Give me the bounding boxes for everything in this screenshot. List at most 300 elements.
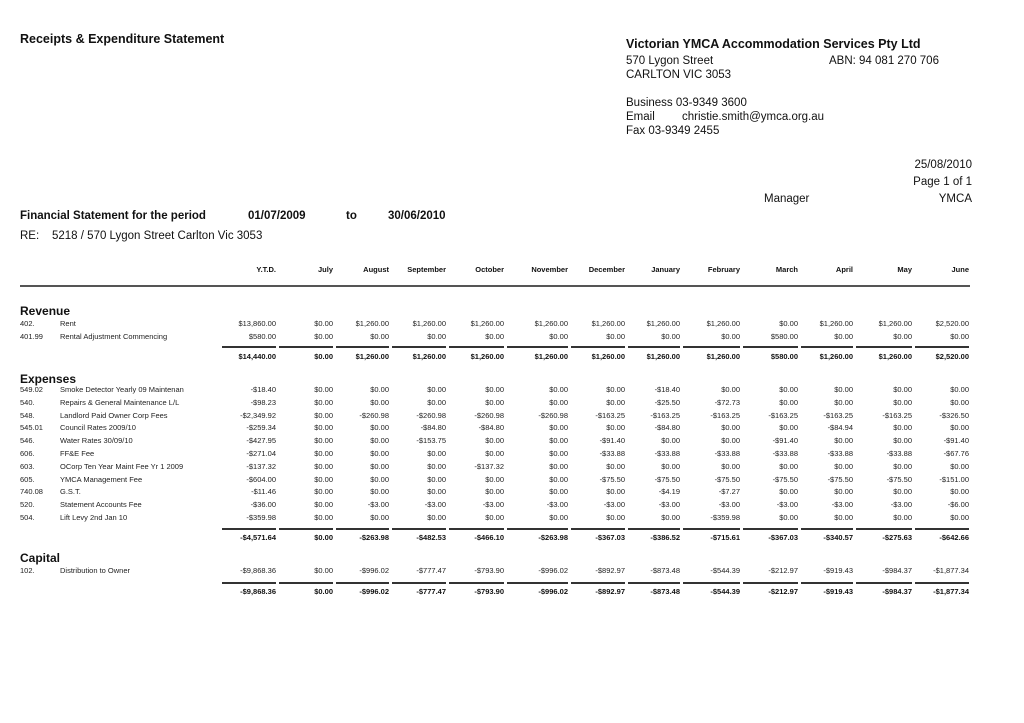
expenses-cell-september: -$3.00 [424,500,446,510]
expenses-cell-december: $0.00 [606,423,625,433]
expenses-total-september: -$482.53 [416,533,446,542]
expenses-cell-december: -$3.00 [603,500,625,510]
expenses-cell-november: $0.00 [549,423,568,433]
revenue-cell-july: $0.00 [314,331,333,341]
expenses-cell-april: $0.00 [834,436,853,446]
revenue-cell-february: $0.00 [721,331,740,341]
capital-row-code: 102. [20,566,35,575]
expenses-row-code: 545.01 [20,423,43,433]
expenses-cell-august: -$260.98 [359,410,389,420]
revenue-total-september: $1,260.00 [412,352,446,361]
column-header-ytd: Y.T.D. [256,265,276,274]
expenses-row-code: 548. [20,410,35,420]
expenses-row-description: Landlord Paid Owner Corp Fees [60,410,168,420]
revenue-total-january: $1,260.00 [646,352,680,361]
expenses-cell-november: $0.00 [549,487,568,497]
capital-total-rule-november [507,582,568,584]
revenue-cell-ytd: $13,860.00 [238,319,276,328]
expenses-cell-may: $0.00 [893,423,912,433]
revenue-cell-january: $1,260.00 [646,319,680,328]
expenses-cell-august: $0.00 [370,385,389,394]
revenue-cell-december: $0.00 [606,331,625,341]
expenses-cell-ytd: -$2,349.92 [240,410,276,420]
expenses-cell-december: $0.00 [606,461,625,471]
expenses-cell-august: $0.00 [370,436,389,446]
expenses-row-description: Lift Levy 2nd Jan 10 [60,513,128,522]
expenses-cell-august: $0.00 [370,449,389,458]
capital-section-title: Capital [20,551,61,565]
revenue-section-title: Revenue [20,304,71,318]
revenue-cell-january: $0.00 [661,331,680,341]
revenue-cell-june: $0.00 [950,331,969,341]
expenses-cell-september: $0.00 [427,474,446,484]
revenue-total-february: $1,260.00 [706,352,740,361]
expenses-cell-september: $0.00 [427,397,446,407]
expenses-cell-june: -$6.00 [947,500,969,510]
expenses-section-title: Expenses [20,372,77,386]
revenue-total-rule-january [628,346,680,348]
expenses-total-january: -$386.52 [650,533,680,542]
capital-total-rule-march [743,582,798,584]
expenses-row-code: 549.02 [20,385,43,394]
company-street: 570 Lygon Street [626,55,714,67]
expenses-total-rule-march [743,528,798,530]
expenses-cell-may: $0.00 [893,436,912,446]
expenses-total-april: -$340.57 [823,533,853,542]
expenses-cell-september: $0.00 [427,513,446,522]
expenses-total-july: $0.00 [314,533,333,542]
column-header-november: November [531,265,568,274]
expenses-cell-january: $0.00 [661,436,680,446]
expenses-cell-october: -$84.80 [478,423,504,433]
expenses-cell-november: $0.00 [549,385,568,394]
expenses-row-code: 603. [20,461,35,471]
expenses-cell-november: $0.00 [549,461,568,471]
expenses-cell-april: $0.00 [834,397,853,407]
capital-cell-september: -$777.47 [416,566,446,575]
expenses-cell-september: -$153.75 [416,436,446,446]
expenses-cell-march: -$75.50 [772,474,798,484]
expenses-row-code: 606. [20,449,35,458]
expenses-total-rule-november [507,528,568,530]
expenses-cell-april: $0.00 [834,487,853,497]
expenses-cell-february: $0.00 [721,461,740,471]
expenses-cell-may: $0.00 [893,397,912,407]
column-header-january: January [651,265,680,274]
expenses-total-rule-september [392,528,446,530]
expenses-row-description: Water Rates 30/09/10 [60,436,133,446]
expenses-cell-september: $0.00 [427,385,446,394]
expenses-cell-ytd: -$271.04 [246,449,276,458]
revenue-total-rule-august [336,346,389,348]
expenses-total-rule-june [915,528,969,530]
expenses-total-rule-february [683,528,740,530]
revenue-total-march: $580.00 [770,352,798,361]
expenses-cell-july: $0.00 [314,487,333,497]
expenses-cell-november: -$3.00 [546,500,568,510]
revenue-row-description: Rent [60,319,76,328]
column-header-august: August [363,265,389,274]
capital-cell-december: -$892.97 [595,566,625,575]
expenses-cell-february: -$75.50 [714,474,740,484]
revenue-total-april: $1,260.00 [819,352,853,361]
expenses-total-rule-august [336,528,389,530]
expenses-cell-november: $0.00 [549,397,568,407]
capital-total-june: -$1,877.34 [933,587,969,596]
revenue-total-rule-september [392,346,446,348]
revenue-cell-november: $1,260.00 [534,319,568,328]
expenses-cell-ytd: -$11.46 [251,487,276,497]
capital-total-august: -$996.02 [359,587,389,596]
expenses-cell-ytd: -$604.00 [246,474,276,484]
expenses-total-rule-july [279,528,333,530]
expenses-cell-august: -$3.00 [367,500,389,510]
expenses-cell-september: $0.00 [427,487,446,497]
expenses-cell-january: -$3.00 [658,500,680,510]
expenses-cell-january: -$84.80 [654,423,680,433]
expenses-cell-march: $0.00 [779,513,798,522]
expenses-cell-june: $0.00 [950,385,969,394]
expenses-cell-october: $0.00 [485,449,504,458]
expenses-total-may: -$275.63 [882,533,912,542]
expenses-cell-july: $0.00 [314,397,333,407]
expenses-total-rule-april [801,528,853,530]
expenses-cell-september: $0.00 [427,461,446,471]
expenses-total-march: -$367.03 [768,533,798,542]
page-number: Page 1 of 1 [913,176,972,188]
expenses-cell-december: -$75.50 [599,474,625,484]
revenue-cell-august: $0.00 [370,331,389,341]
expenses-cell-june: -$67.76 [943,449,969,458]
expenses-cell-february: -$3.00 [718,500,740,510]
expenses-cell-december: $0.00 [606,487,625,497]
revenue-total-december: $1,260.00 [591,352,625,361]
expenses-cell-march: -$33.88 [772,449,798,458]
capital-total-rule-august [336,582,389,584]
expenses-cell-may: $0.00 [893,487,912,497]
expenses-cell-ytd: -$259.34 [246,423,276,433]
expenses-total-november: -$263.98 [538,533,568,542]
expenses-cell-july: $0.00 [314,436,333,446]
revenue-total-may: $1,260.00 [878,352,912,361]
expenses-cell-july: $0.00 [314,461,333,471]
expenses-cell-september: -$84.80 [420,423,446,433]
revenue-cell-december: $1,260.00 [591,319,625,328]
capital-row-description: Distribution to Owner [60,566,131,575]
expenses-cell-march: -$3.00 [776,500,798,510]
company-fax: Fax 03-9349 2455 [626,125,720,137]
expenses-row-code: 540. [20,397,35,407]
expenses-cell-march: $0.00 [779,461,798,471]
expenses-cell-june: -$151.00 [939,474,969,484]
period-to-label: to [346,210,357,222]
capital-total-may: -$984.37 [882,587,912,596]
expenses-cell-november: $0.00 [549,474,568,484]
capital-total-rule-july [279,582,333,584]
revenue-cell-october: $0.00 [485,331,504,341]
column-header-october: October [475,265,504,274]
expenses-row-description: Repairs & General Maintenance L/L [60,397,180,407]
revenue-total-rule-may [856,346,912,348]
column-header-june: June [951,265,969,274]
revenue-total-rule-december [571,346,625,348]
capital-total-rule-february [683,582,740,584]
capital-total-rule-january [628,582,680,584]
expenses-cell-may: $0.00 [893,461,912,471]
revenue-total-august: $1,260.00 [355,352,389,361]
expenses-cell-july: $0.00 [314,474,333,484]
manager-value: YMCA [938,193,972,205]
capital-total-rule-september [392,582,446,584]
company-email: christie.smith@ymca.org.au [682,111,825,123]
expenses-cell-august: $0.00 [370,423,389,433]
capital-total-february: -$544.39 [710,587,740,596]
expenses-cell-july: $0.00 [314,423,333,433]
expenses-total-february: -$715.61 [710,533,740,542]
capital-cell-october: -$793.90 [474,566,504,575]
expenses-cell-march: $0.00 [779,397,798,407]
expenses-row-description: OCorp Ten Year Maint Fee Yr 1 2009 [60,461,184,471]
revenue-total-rule-october [449,346,504,348]
capital-total-ytd: -$9,868.36 [240,587,276,596]
expenses-cell-may: $0.00 [893,513,912,522]
expenses-cell-january: -$75.50 [654,474,680,484]
capital-cell-january: -$873.48 [650,566,680,575]
expenses-total-rule-october [449,528,504,530]
expenses-cell-july: $0.00 [314,449,333,458]
expenses-row-description: Statement Accounts Fee [60,500,142,510]
revenue-total-ytd: $14,440.00 [238,352,276,361]
revenue-cell-september: $1,260.00 [412,319,446,328]
revenue-row-description: Rental Adjustment Commencing [60,331,168,341]
capital-cell-may: -$984.37 [882,566,912,575]
capital-total-rule-may [856,582,912,584]
expenses-cell-may: -$33.88 [886,449,912,458]
company-city: CARLTON VIC 3053 [626,69,732,81]
manager-label: Manager [764,193,810,205]
expenses-cell-april: -$163.25 [823,410,853,420]
expenses-cell-november: $0.00 [549,513,568,522]
expenses-row-code: 504. [20,513,35,522]
capital-total-rule-december [571,582,625,584]
capital-cell-ytd: -$9,868.36 [240,566,276,575]
expenses-total-rule-ytd [222,528,276,530]
expenses-cell-september: -$260.98 [416,410,446,420]
expenses-cell-october: $0.00 [485,436,504,446]
capital-cell-april: -$919.43 [823,566,853,575]
expenses-cell-march: -$91.40 [772,436,798,446]
revenue-total-rule-february [683,346,740,348]
expenses-row-description: G.S.T. [60,487,81,497]
column-header-july: July [317,265,333,274]
expenses-cell-january: $0.00 [661,461,680,471]
revenue-cell-march: $580.00 [770,331,798,341]
expenses-cell-february: -$33.88 [714,449,740,458]
revenue-cell-september: $0.00 [427,331,446,341]
revenue-cell-july: $0.00 [314,319,333,328]
expenses-cell-january: -$33.88 [654,449,680,458]
capital-total-december: -$892.97 [595,587,625,596]
revenue-cell-october: $1,260.00 [470,319,504,328]
expenses-cell-april: -$75.50 [827,474,853,484]
capital-total-march: -$212.97 [768,587,798,596]
expenses-cell-october: $0.00 [485,474,504,484]
capital-total-july: $0.00 [314,587,333,596]
company-email-label: Email [626,111,655,123]
capital-total-rule-april [801,582,853,584]
revenue-row-code: 402. [20,319,35,328]
expenses-cell-may: -$163.25 [882,410,912,420]
capital-cell-june: -$1,877.34 [933,566,969,575]
revenue-total-october: $1,260.00 [470,352,504,361]
expenses-cell-april: -$84.94 [827,423,853,433]
expenses-cell-april: $0.00 [834,385,853,394]
expenses-cell-december: $0.00 [606,385,625,394]
period-to: 30/06/2010 [388,210,446,222]
capital-total-november: -$996.02 [538,587,568,596]
expenses-cell-december: $0.00 [606,513,625,522]
expenses-cell-february: $0.00 [721,385,740,394]
column-header-september: September [407,265,446,274]
statement-title: Receipts & Expenditure Statement [20,32,225,46]
expenses-cell-july: $0.00 [314,500,333,510]
capital-total-october: -$793.90 [474,587,504,596]
revenue-total-july: $0.00 [314,352,333,361]
company-name: Victorian YMCA Accommodation Services Pty Ltd [626,37,921,51]
revenue-total-rule-november [507,346,568,348]
expenses-cell-april: -$3.00 [831,500,853,510]
expenses-cell-july: $0.00 [314,385,333,394]
period-label: Financial Statement for the period [20,210,206,222]
capital-cell-february: -$544.39 [710,566,740,575]
expenses-cell-october: $0.00 [485,397,504,407]
expenses-cell-ytd: -$427.95 [246,436,276,446]
expenses-cell-august: $0.00 [370,513,389,522]
expenses-total-rule-december [571,528,625,530]
revenue-total-rule-april [801,346,853,348]
expenses-cell-february: -$7.27 [718,487,740,497]
expenses-total-august: -$263.98 [359,533,389,542]
revenue-cell-ytd: $580.00 [248,331,276,341]
expenses-cell-june: $0.00 [950,461,969,471]
revenue-cell-march: $0.00 [779,319,798,328]
revenue-cell-february: $1,260.00 [706,319,740,328]
expenses-cell-june: $0.00 [950,423,969,433]
revenue-cell-august: $1,260.00 [355,319,389,328]
column-header-march: March [775,265,798,274]
re-property: 5218 / 570 Lygon Street Carlton Vic 3053 [52,230,263,242]
column-header-may: May [897,265,912,274]
expenses-cell-july: $0.00 [314,513,333,522]
expenses-cell-may: -$75.50 [886,474,912,484]
expenses-cell-april: $0.00 [834,461,853,471]
company-business-phone: Business 03-9349 3600 [626,97,747,109]
re-label: RE: [20,230,40,242]
expenses-cell-march: $0.00 [779,487,798,497]
revenue-total-rule-july [279,346,333,348]
capital-cell-august: -$996.02 [359,566,389,575]
expenses-cell-october: $0.00 [485,385,504,394]
expenses-cell-december: $0.00 [606,397,625,407]
expenses-cell-ytd: -$359.98 [246,513,276,522]
company-abn: ABN: 94 081 270 706 [829,55,939,67]
capital-cell-november: -$996.02 [538,566,568,575]
expenses-cell-august: $0.00 [370,461,389,471]
expenses-total-december: -$367.03 [595,533,625,542]
expenses-cell-june: $0.00 [950,513,969,522]
expenses-cell-ytd: -$137.32 [246,461,276,471]
expenses-cell-august: $0.00 [370,487,389,497]
column-header-april: April [835,265,853,274]
expenses-cell-october: $0.00 [485,513,504,522]
expenses-cell-september: $0.00 [427,449,446,458]
expenses-cell-may: $0.00 [893,385,912,394]
expenses-total-rule-january [628,528,680,530]
expenses-cell-december: -$91.40 [599,436,625,446]
expenses-cell-may: -$3.00 [890,500,912,510]
expenses-cell-december: -$163.25 [595,410,625,420]
expenses-row-description: Council Rates 2009/10 [60,423,136,433]
expenses-cell-ytd: -$18.40 [250,385,276,394]
expenses-cell-february: -$163.25 [710,410,740,420]
revenue-cell-november: $0.00 [549,331,568,341]
capital-total-rule-october [449,582,504,584]
expenses-cell-october: -$137.32 [474,461,504,471]
revenue-cell-april: $0.00 [834,331,853,341]
expenses-row-code: 520. [20,500,35,510]
expenses-cell-august: $0.00 [370,397,389,407]
expenses-cell-december: -$33.88 [599,449,625,458]
expenses-row-code: 740.08 [20,487,43,497]
expenses-cell-october: $0.00 [485,487,504,497]
expenses-cell-june: -$326.50 [939,410,969,420]
expenses-total-ytd: -$4,571.64 [240,533,276,542]
revenue-total-rule-march [743,346,798,348]
capital-total-september: -$777.47 [416,587,446,596]
expenses-cell-february: -$359.98 [710,513,740,522]
expenses-cell-march: $0.00 [779,385,798,394]
capital-total-rule-ytd [222,582,276,584]
expenses-cell-november: $0.00 [549,436,568,446]
capital-total-january: -$873.48 [650,587,680,596]
column-header-december: December [588,265,625,274]
expenses-cell-august: $0.00 [370,474,389,484]
expenses-row-description: YMCA Management Fee [60,474,143,484]
expenses-cell-february: $0.00 [721,436,740,446]
expenses-row-code: 605. [20,474,35,484]
expenses-cell-march: -$163.25 [768,410,798,420]
expenses-cell-ytd: -$36.00 [250,500,276,510]
revenue-cell-may: $1,260.00 [878,319,912,328]
revenue-total-rule-june [915,346,969,348]
capital-total-april: -$919.43 [823,587,853,596]
expenses-cell-february: $0.00 [721,423,740,433]
expenses-cell-april: $0.00 [834,513,853,522]
expenses-cell-november: -$260.98 [538,410,568,420]
expenses-cell-march: $0.00 [779,423,798,433]
period-from: 01/07/2009 [248,210,306,222]
expenses-cell-january: -$4.19 [658,487,680,497]
expenses-cell-february: -$72.73 [714,397,740,407]
revenue-cell-may: $0.00 [893,331,912,341]
capital-cell-july: $0.00 [314,566,333,575]
revenue-total-november: $1,260.00 [534,352,568,361]
expenses-cell-january: -$25.50 [654,397,680,407]
revenue-cell-june: $2,520.00 [935,319,969,328]
capital-total-rule-june [915,582,969,584]
expenses-cell-january: -$18.40 [654,385,680,394]
revenue-row-code: 401.99 [20,331,43,341]
